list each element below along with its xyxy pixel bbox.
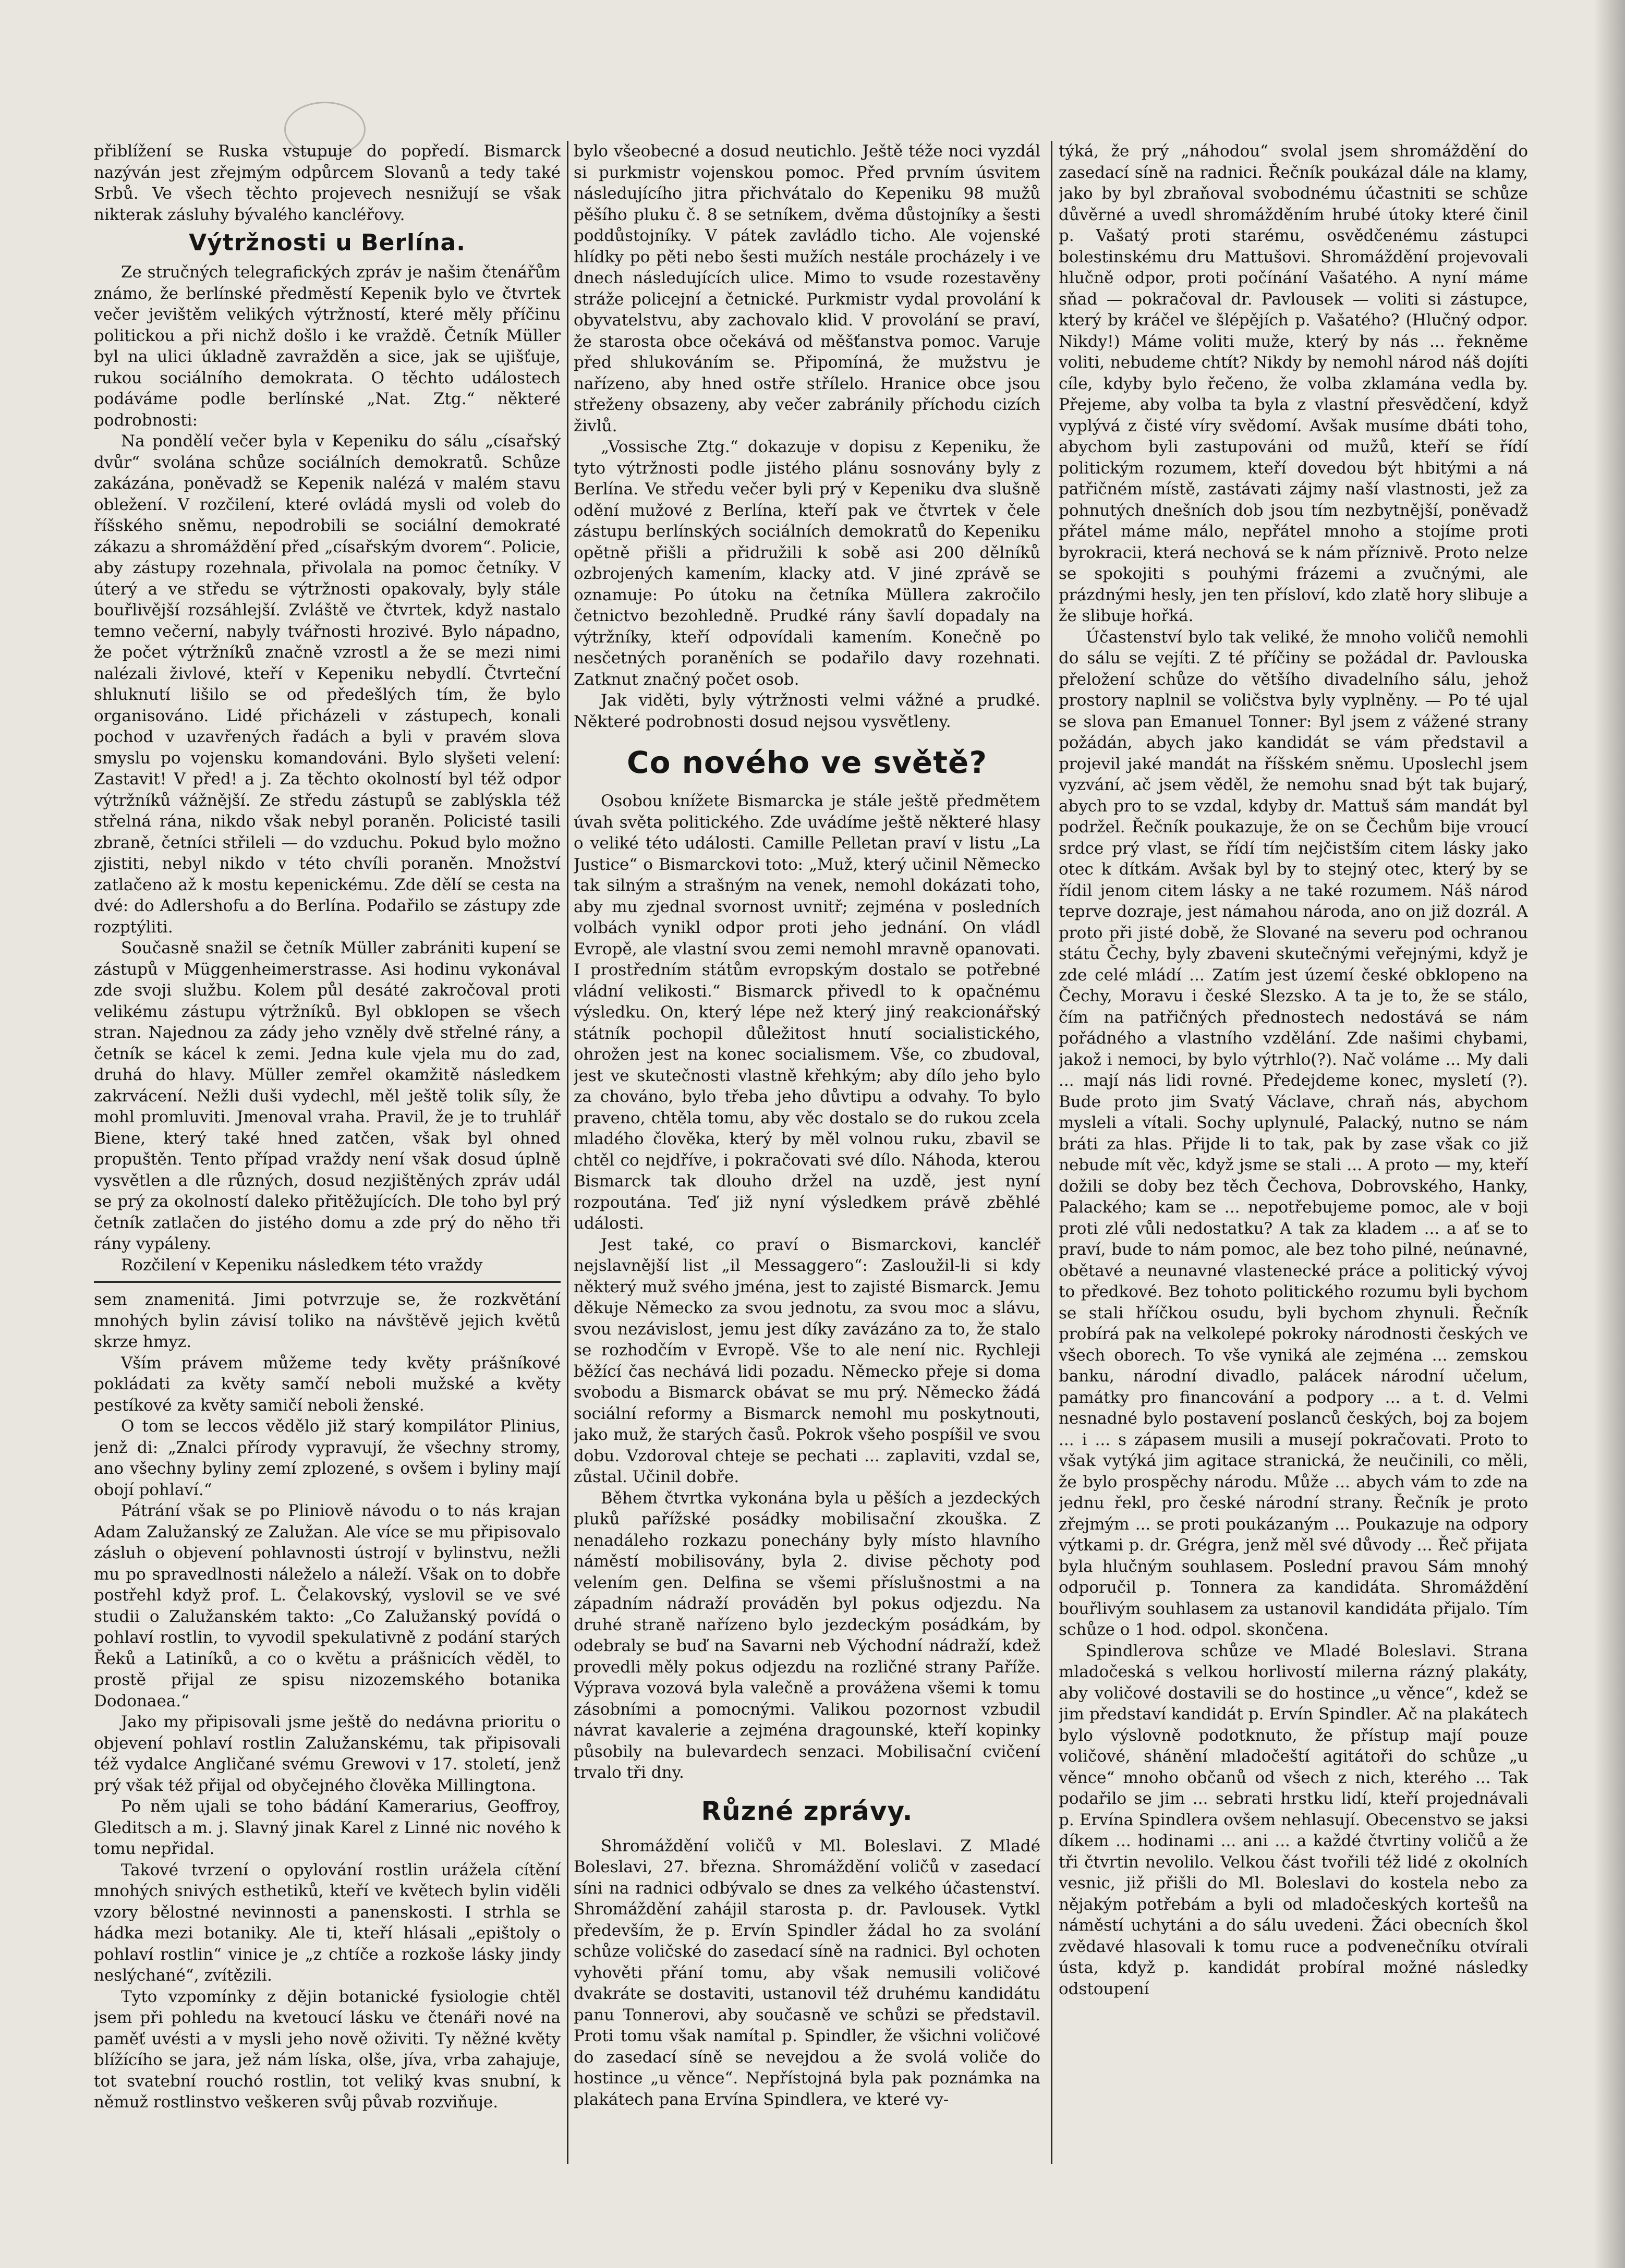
- article-paragraph: Vším právem můžeme tedy květy prášníkové pokládati za květy samčí neboli mužské a květy pestíkové za květy samičí neboli ženské.: [94, 1353, 561, 1415]
- article-paragraph: Takové tvrzení o opylování rostlin urážela cítění mnohých snivých esthetiků, kteří ve květech bylin viděli vzory bělostné nevinnosti a panenskosti. I strhla se hádka mezi botaniky. Ale ti, kteří hlásali „epištoly o pohlaví rostlin“ vinice je „z chtíče a rozkoše lásky jindy neslýchané“, zvítězili.: [94, 1860, 561, 1985]
- article-paragraph: Osobou knížete Bismarcka je stále ještě předmětem úvah světa politického. Zde uvádíme ještě některé hlasy o veliké této události. Camille Pelletan praví v listu „La Justice“ o Bismarckovi toto: „Muž, který učinil Německo tak silným a strašným na venek, nemohl dokázati toho, aby mu zjednal svornost uvnitř; zejména v posledních volbách vynikl odpor proti jeho jednání. On vládl Evropě, ale vlastní svou zemi nemohl mravně opanovati. I prostředním státům evropským dostalo se potřebné vládní velikosti.“ Bismarck přivedl to k opačnému výsledku. On, který lépe než který jiný reakcionářský státník pochopil důležitost hnutí socialistického, ohrožen jest na konec socialismem. Vše, co zbudoval, jest ve skutečnosti vlastně křehkým; aby dílo jeho bylo za chováno, bylo třeba jeho důvtipu a odvahy. To bylo praveno, chtěla tomu, aby věc dostalo se do rukou zcela mladého člověka, který by měl volnou ruku, zbavil se chtěl co nejdříve, i pokračovati své dílo. Náhoda, kterou Bismarck tak dlouho držel na uzdě, jest nyní rozpoutána. Teď již nyní výsledkem právě zběhlé události.: [574, 792, 1040, 1233]
- article-paragraph: týká, že prý „náhodou“ svolal jsem shromáždění do zasedací síně na radnici. Řečník poukázal dále na klamy, jako by byl zbraňoval svobodnému účastniti se schůze důvěrné a uvedl shromážděním hrubé útoky které činil p. Vašatý proti starému, osvědčenému zástupci bolestinskému dru Mattušovi. Shromáždění projevovali hlučně odpor, proti počínání Vašatého. A nyní máme sňad — pokračoval dr. Pavlousek — voliti si zástupce, který by kráčel ve šlépějích p. Vašatého? (Hlučný odpor. Nikdy!) Máme voliti muže, který by nás ... řekněme voliti, nebudeme chtít? Nikdy by nemohl národ náš dojíti cíle, kdyby bylo řečeno, že volba zklamána vedla by. Přejeme, aby volba ta byla z vlastní přesvědčení, když vyplývá z čisté víry svědomí. Avšak musíme dbáti toho, abychom byli zastupováni od mužů, kteří se řídí politickým rozumem, kteří dovedou být hbitými a ná patřičném místě, zastávati zájmy naší vlastnosti, jež za pohnutých dnešních dob jsou tím nezbytnější, poněvadž přátel máme málo, nepřátel mnoho a stojíme proti byrokracii, která nechová se k nám příznivě. Proto nelze se spokojiti s pouhými frázemi a zvučnými, ale prázdnými hesly, jen ten přísloví, kdo zlatě hory slibuje a že slibuje hořká.: [1059, 142, 1528, 625]
- section-heading: Co nového ve světě?: [627, 745, 987, 780]
- article-paragraph: Po něm ujali se toho bádání Kamerarius, Geoffroy, Gleditsch a m. j. Slavný jinak Karel z Linné nic nového k tomu nepřidal.: [94, 1797, 561, 1858]
- article-paragraph: Jako my připisovali jsme ještě do nedávna prioritu o objevení pohlaví rostlin Zalužanskému, tak připisovali též vydalce Angličané svému Grewovi v 17. století, jenž prý však též přijal od obyčejného člověka Millingtona.: [94, 1713, 561, 1795]
- article-paragraph: Rozčilení v Kepeniku následkem této vraždy: [121, 1255, 483, 1275]
- article-paragraph: Pátrání však se po Pliniově návodu o to nás krajan Adam Zalužanský ze Zalužan. Ale více se mu připisovalo zásluh o objevení pohlavnosti ústrojí v bylinstvu, nežli mu po spravedlnosti náleželo a náleží. Však on to dobře postřehl když prof. L. Čelakovský, vyslovil se ve své studii o Zalužanském takto: „Co Zalužanský povídá o pohlaví rostlin, to vyvodil spekulativně z podání starých Řeků a Latiníků, a co o květu a prášnicích věděl, to prostě přijal ze spisu nizozemského botanika Dodonaea.“: [94, 1501, 561, 1711]
- article-paragraph: O tom se leccos vědělo již starý kompilátor Plinius, jenž di: „Znalci přírody vypravují, že všechny stromy, ano všechny byliny zemí zplozené, s ovšem i byliny mají obojí pohlaví.“: [94, 1417, 561, 1499]
- article-paragraph: Účastenství bylo tak veliké, že mnoho voličů nemohli do sálu se vejíti. Z té příčiny se požádal dr. Pavlouska přeložení schůze do většího divadelního sálu, jehož prostory naplnil se voličstva byly vyplněny. — Po té ujal se slova pan Emanuel Tonner: Byl jsem z vážené strany požádán, abych jako kandidát se vám představil a projevil jaké mandát na říšském sněmu. Uposlechl jsem vyzvání, ač jsem věděl, že nemohu snad být tak bujarý, abych pro to se vzdal, kdyby dr. Mattuš sám mandát byl podržel. Řečník poukazuje, že on se Čechům bije vroucí srdce prý vlast, se řídí tím nejčistším citem lásky jako otec k dítkám. Avšak byl by to stejný otec, který by se řídil jenom citem lásky a ne také rozumem. Náš národ teprve dozraje, jest námahou národa, ano on již dozrál. A proto při jisté době, že Slované na severu pod ochranou státu Čechy, byly zbaveni skutečnými veřejnými, když je zde celé mládí ... Zatím jest území české obklopeno na Čechy, Moravu i české Slezsko. A ta je to, že se stálo, čím na patřičných přednostech nedostává se nám pořádného a vlastního vzdělání. Zde našimi chybami, jakož i nemoci, by bylo výtrhlo(?). Nač voláme ... My dali ... mají nás lidi rovné. Předejdeme konec, mysletí (?). Bude proto jim Svatý Václave, chraň nás, abychom mysleli a vítali. Sochy uplynulé, Palacký, nutno se nám bráti za hlas. Přijde li to tak, pak by zase však co již nebude mít věc, když jsme se stali ... A proto — my, kteří dožili se doby bez těch Čechova, Dobrovského, Hanky, Palackého; kam se ... nepotřebujeme pomoc, ale v boji proti zlé vůli nedostatku? A tak za kladem ... a ať se to praví, bude to nám pomoc, ale bez toho pilné, neúnavné, obětavé a neunavné vlastenecké práce a politický vývoj to předkové. Bez tohoto politického rozumu byli bychom se stali hříčkou osudu, byli bychom zhynuli. Řečník probírá pak na velkolepé pokroky národnosti českých ve všech oborech. To vše vyniká ale zejména ... zemskou banku, národní divadlo, palácek národní učelum, památky pro financování a podpory ... a t. d. Velmi nesnadné bylo postavení poslanců českých, boj za bojem ... i ... s zápasem musili a musejí pokračovati. Proto to však vytýká jim agitace stranická, že neučinili, co měli, že bylo prospěchy národu. Může ... abych vám to zde na jednu řekl, pro české národní strany. Řečník je proto zřejmým ... se proti poukázaným ... Poukazuje na odpory výtkami p. dr. Grégra, jenž měl své důvody ... Řeč přijata byla hlučným souhlasem. Poslední pravou Sám mnohý odporučil p. Tonnera za kandidáta. Shromáždění bouřlivým souhlasem za ustanovil kandidáta přijalo. Tím schůze o 1 hod. odpol. skončena.: [1059, 627, 1528, 1639]
- column-divider: [567, 141, 568, 2164]
- article-paragraph: Jest také, co praví o Bismarckovi, kancléř nejslavnější list „il Messaggero“: Zasloužil-li si kdy některý muž svého jména, jest to zajisté Bismarck. Jemu děkuje Německo za svou jednotu, za svou moc a slávu, svou nezávislost, jemu jest díky zavázáno za to, že stalo se rozhodčím v Evropě. Vše to ale není nic. Rychleji běžící čas nechává lidi pozadu. Německo přeje si doma svobodu a Bismarck obávat se mu prý. Německo žádá sociální reformy a Bismarck nemohl mu poskytnouti, jako muž, že starých časů. Pokrok všeho pospíšil ve svou dobu. Vzdoroval chteje se pechati ... zaplaviti, vzdal se, zůstal. Učinil dobře.: [574, 1235, 1040, 1486]
- section-rule: [94, 1281, 561, 1283]
- article-paragraph: Současně snažil se četník Müller zabrániti kupení se zástupů v Müggenheimerstrasse. Asi hodinu vykonával zde svoji službu. Kolem půl desáté zakročoval proti velikému zástupu výtržníků. Byl obklopen se všech stran. Najednou za zády jeho vzněly dvě střelné rány, a četník se kácel k zemi. Jedna kule vjela mu do zad, druhá do hlavy. Müller zemřel okamžitě následkem zakrvácení. Nežli duši vydechl, měl ještě tolik síly, že mohl promluviti. Jmenoval vraha. Pravil, že je to truhlář Biene, který také hned zatčen, však byl ohned propuštěn. Tento případ vraždy není však dosud úplně vysvětlen a dle různých, dosud nezjištěných zpráv udál se prý za okolností daleko přitěžujících. Dle toho byl prý četník zatlačen do jistého domu a zde prý do něho tři rány vypáleny.: [94, 939, 561, 1253]
- article-paragraph: přiblížení se Ruska vstupuje do popředí. Bismarck nazýván jest zřejmým odpůrcem Slovanů a tedy také Srbů. Ve všech těchto projevech nesnižují se však nikterak zásluhy bývalého kancléřovy.: [94, 142, 561, 224]
- article-paragraph: Shromáždění voličů v Ml. Boleslavi. Z Mladé Boleslavi, 27. března. Shromáždění voličů v zasedací síni na radnici odbývalo se dnes za velkého účastenství. Shromáždění zahájil starosta p. dr. Pavlousek. Vytkl především, že p. Ervín Spindler žádal ho za svolání schůze voličské do zasedací síně na radnici. Byl ochoten vyhověti přání tomu, aby však nemusili voličové dvakráte se dostaviti, ustanovil též druhému kandidátu panu Tonnerovi, aby současně ve schůzi se představil. Proti tomu však namítal p. Spindler, že všichni voličové do zasedací síně se nevejdou a že svolá voliče do hostince „u věnce“. Nepřístojná byla pak poznámka na plakátech pana Ervína Spindlera, ve které vy-: [574, 1836, 1040, 2109]
- article-paragraph: Jak viděti, byly výtržnosti velmi vážné a prudké. Některé podrobnosti dosud nejsou vysvětleny.: [574, 691, 1040, 731]
- article-paragraph: Během čtvrtka vykonána byla u pěších a jezdeckých pluků pařížské posádky mobilisační zkouška. Z nenadáleho rozkazu ponechány byly místo hlavního náměstí mobilisovány, byla 2. divise pěchoty pod velením gen. Delfina se všemi příslušnostmi a na západním nádraží prováděn byl pokus odjezdu. Na druhé straně nařízeno bylo jezdeckým posádkám, by odebraly se buď na Savarni neb Východní nádraží, kdež provedli měly pokus odjezdu na rozličné strany Paříže. Výprava vozová byla valečně a provážena všemi k tomu zásobními a pomocnými. Valikou pozornost vzbudil návrat kavalerie a zejména dragounské, kteří kopinky působily na bulevardech senzaci. Mobilisační cvičení trvalo tři dny.: [574, 1488, 1040, 1782]
- column-divider: [1051, 141, 1052, 2164]
- column-2: [574, 141, 1040, 2164]
- page-edge-shadow: [1594, 0, 1625, 2268]
- article-paragraph: Na pondělí večer byla v Kepeniku do sálu „císařský dvůr“ svolána schůze sociálních demokratů. Schůze zakázána, poněvadž se Kepenik nalézá v malém stavu obležení. V rozčilení, které ovládá mysli od voleb do říšského sněmu, nepodrobili se sociální demokraté zákazu a shromáždění před „císařským dvorem“. Policie, aby zástupy rozehnala, přivolala na pomoc četníky. V úterý a ve středu se výtržnosti opakovaly, byly stále bouřlivější rozsáhlejší. Zvláště ve čtvrtek, když nastalo temno večerní, nabyly tvářnosti hrozivé. Bylo nápadno, že počet výtržníků značně vzrostl a že se mezi nimi nalézali živlové, kteří v Kepeniku nebydlí. Čtvrteční shluknutí lišilo se od předešlých tím, že bylo organisováno. Lidé přicházeli v zástupech, konali pochod v uzavřených řadách a byli v pravém slova smyslu po vojensku komandováni. Bylo slyšeti velení: Zastavit! V před! a j. Za těchto okolností byl též odpor výtržníků vážnější. Ze středu zástupů se zablýskla též střelná rána, nikdo však nebyl poraněn. Policisté tasili zbraně, četníci střileli — do vzduchu. Pokud bylo možno zjistiti, nebyl nikdo v této chvíli poraněn. Množství zatlačeno až k mostu kepenickému. Zde dělí se cesta na dvé: do Adlershofu a do Berlína. Podařilo se zástupy zde rozptýliti.: [94, 432, 561, 937]
- article-paragraph: bylo všeobecné a dosud neutichlo. Ještě téže noci vyzdál si purkmistr vojenskou pomoc. Před prvním úsvitem následujícího jitra přichvátalo do Kepeniku 98 mužů pěšího pluku č. 8 se setníkem, dvěma důstojníky a šesti poddůstojníky. V pátek zavládlo ticho. Ale vojenské hlídky po pěti nebo šesti mužích nestále procházely i ve dnech následujících ulice. Mimo to vsude rozestavěny stráže policejní a četnické. Purkmistr vydal provolání k obyvatelstvu, aby zachovalo klid. V provolání se praví, že starosta obce očekává od měšťanstva pomoc. Varuje před shlukováním se. Připomíná, že mužstvu je nařízeno, aby hned ostře střílelo. Hranice obce jsou střeženy obsazeny, aby večer zabránily příchodu cizích živlů.: [574, 142, 1040, 435]
- column-1: [94, 141, 561, 2164]
- column-3: [1059, 141, 1528, 2164]
- article-paragraph: Spindlerova schůze ve Mladé Boleslavi. Strana mladočeská s velkou horlivostí milerna rázný plakáty, aby voličové dostavili se do hostince „u věnce“, kdež se jim představí kandidát p. Ervín Spindler. Ač na plakátech bylo výslovně podotknuto, že přístup mají pouze voličové, shánění mladočeští agitátoři do schůze „u věnce“ mnoho občanů od všech z nich, kterého ... Tak podařilo se jim ... sebrati hrstku lidí, kteří projednávali p. Ervína Spindlera ovšem nehlasují. Obecenstvo se jaksi díkem ... hodinami ... ani ... a každé čtvrtiny voličů a že tři čtvrtin nevolilo. Velkou část tvořili též lidé z okolních vesnic, již přišli do Ml. Boleslavi do kostela nebo za nějakým potřebám a byli od mladočeských kortešů na náměstí uchytáni a do sálu uvedeni. Žáci obecních škol zvědavé hlasovali k tomu ruce a podvenečníku otvírali ústa, když p. kandidát probíral možné následky odstoupení: [1059, 1641, 1528, 1998]
- section-heading: Různé zprávy.: [701, 1796, 913, 1826]
- article-paragraph: „Vossische Ztg.“ dokazuje v dopisu z Kepeniku, že tyto výtržnosti podle jistého plánu sosnovány byly z Berlína. Ve středu večer byli prý v Kepeniku dva slušně odění mužové z Berlína, kteří pak ve čtvrtek v čele zástupu berlínských sociálních demokratů do Kepeniku opětně přišli a přidružili k sobě asi 200 dělníků ozbrojených kamením, klacky atd. V jiné zprávě se oznamuje: Po útoku na četníka Müllera zakročilo četnictvo bezohledně. Prudké rány šavlí dopadaly na výtržníky, kteří odpovídali kamením. Konečně po nesčetných poraněních se podařilo davy rozehnati. Zatknut značný počet osob.: [574, 438, 1040, 689]
- article-paragraph: Ze stručných telegrafických zpráv je našim čtenářům známo, že berlínské předměstí Kepenik bylo ve čtvrtek večer jevištěm velikých výtržností, které měly příčinu politickou a při nichž došlo i ke vraždě. Četník Müller byl na ulici úkladně zavražděn a sice, jak se ujišťuje, rukou sociálního demokrata. O těchto událostech podáváme podle berlínské „Nat. Ztg.“ některé podrobnosti:: [94, 263, 561, 430]
- article-paragraph: sem znamenitá. Jimi potvrzuje se, že rozkvětání mnohých bylin závisí toliko na návštěvě jejich květů skrze hmyz.: [94, 1290, 561, 1351]
- section-heading: Výtržnosti u Berlína.: [189, 229, 466, 256]
- article-paragraph: Tyto vzpomínky z dějin botanické fysiologie chtěl jsem při pohledu na kvetoucí lásku ve čtenáři nové na paměť uvésti a v mysli jeho nově oživiti. Ty něžné květy blížícího se jara, jež nám líska, olše, jíva, vrba zahajuje, tot svatební rouchó rostlin, tot veliký kvas snubní, k němuž rostlinstvo veškeren svůj půvab rozviňuje.: [94, 1987, 561, 2112]
